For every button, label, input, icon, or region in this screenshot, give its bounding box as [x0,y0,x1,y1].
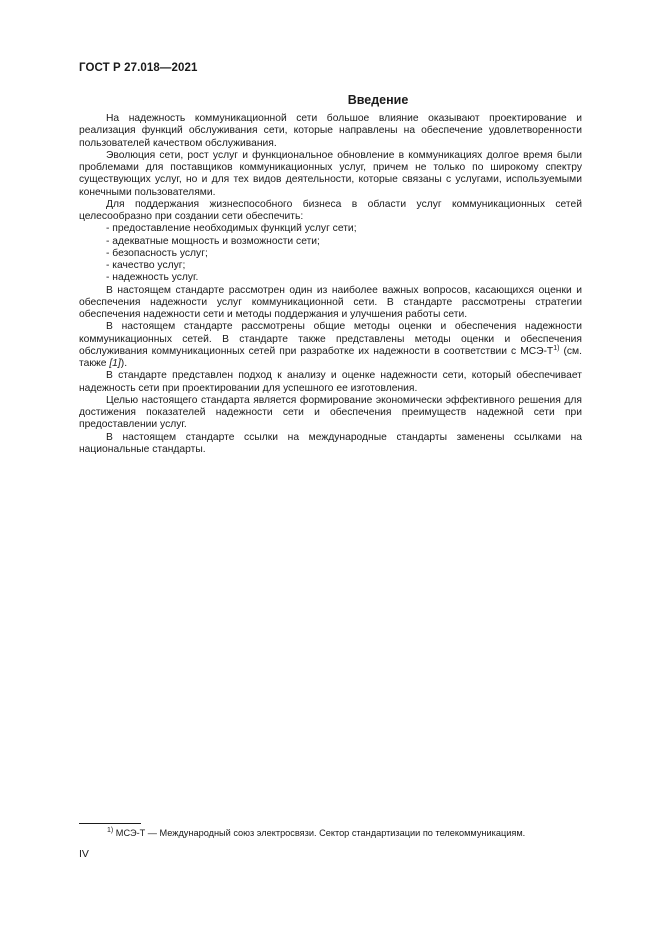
paragraph-8: В настоящем стандарте ссылки на международные стандарты заменены ссылками на национальные стандарты. [79,431,582,455]
footnote [107,828,525,839]
list-item: - безопасность услуг; [106,247,208,259]
paragraph-3: Для поддержания жизнеспособного бизнеса в области услуг коммуникационных сетей целесообразно при создании сети обеспечить: [79,198,582,222]
footnote-reference: 1) [553,344,560,352]
paragraph-2: Эволюция сети, рост услуг и функциональное обновление в коммуникациях долгое время были проблемами для поставщиков коммуникационных услуг, причем не только по широкому спектру существующих услуг, но и для тех видов деятельности, которые связаны с услугами, используемыми конечными пользователями. [79,149,582,198]
footnote-marker: 1) [107,827,114,834]
list-item: - предоставление необходимых функций услуг сети; [106,223,357,235]
paragraph-1: На надежность коммуникационной сети большое влияние оказывают проектирование и реализация функций обслуживания сети, которые направлены на обеспечение удовлетворенности пользователей качеством обслуживания. [79,113,582,149]
document-code-header: ГОСТ Р 27.018—2021 [79,62,198,74]
paragraph-5-text-end: ). [120,358,128,369]
paragraph-5 [79,321,582,370]
bibliography-citation: [1] [109,358,121,369]
body-text [79,113,582,456]
requirements-list [79,223,582,284]
paragraph-5-text: В настоящем стандарте рассмотрены общие методы оценки и обеспечения надежности коммуникационных сетей. В стандарте также представлены методы оценки и обеспечения обслуживания коммуникационных сетей при разработке их надежности в соответствии с МСЭ-Т [79,321,582,357]
paragraph-7: Целью настоящего стандарта является формирование экономически эффективного решения для достижения показателей надежности сети и обеспечения преимуществ надежной сети при предоставлении услуг. [79,394,582,431]
paragraph-4: В настоящем стандарте рассмотрен один из наиболее важных вопросов, касающихся оценки и обеспечения надежности услуг коммуникационной сети. В стандарте рассмотрены стратегии обеспечения надежности сети и методы поддержания и улучшения работы сети. [79,284,582,320]
paragraph-5-text-cont: (см. также [79,345,582,369]
list-item: - адекватные мощность и возможности сети; [106,235,320,247]
list-item: - качество услуг; [106,260,186,271]
footnote-text: МСЭ-Т — Международный союз электросвязи. Сектор стандартизации по телекоммуникациям. [113,828,526,838]
section-title: Введение [347,93,409,107]
list-item: - надежность услуг. [106,272,199,284]
footnote-divider [79,823,141,824]
page-number: IV [79,848,89,860]
paragraph-6: В стандарте представлен подход к анализу и оценке надежности сети, который обеспечивает надежность сети при проектировании для успешного ее изготовления. [79,370,582,394]
